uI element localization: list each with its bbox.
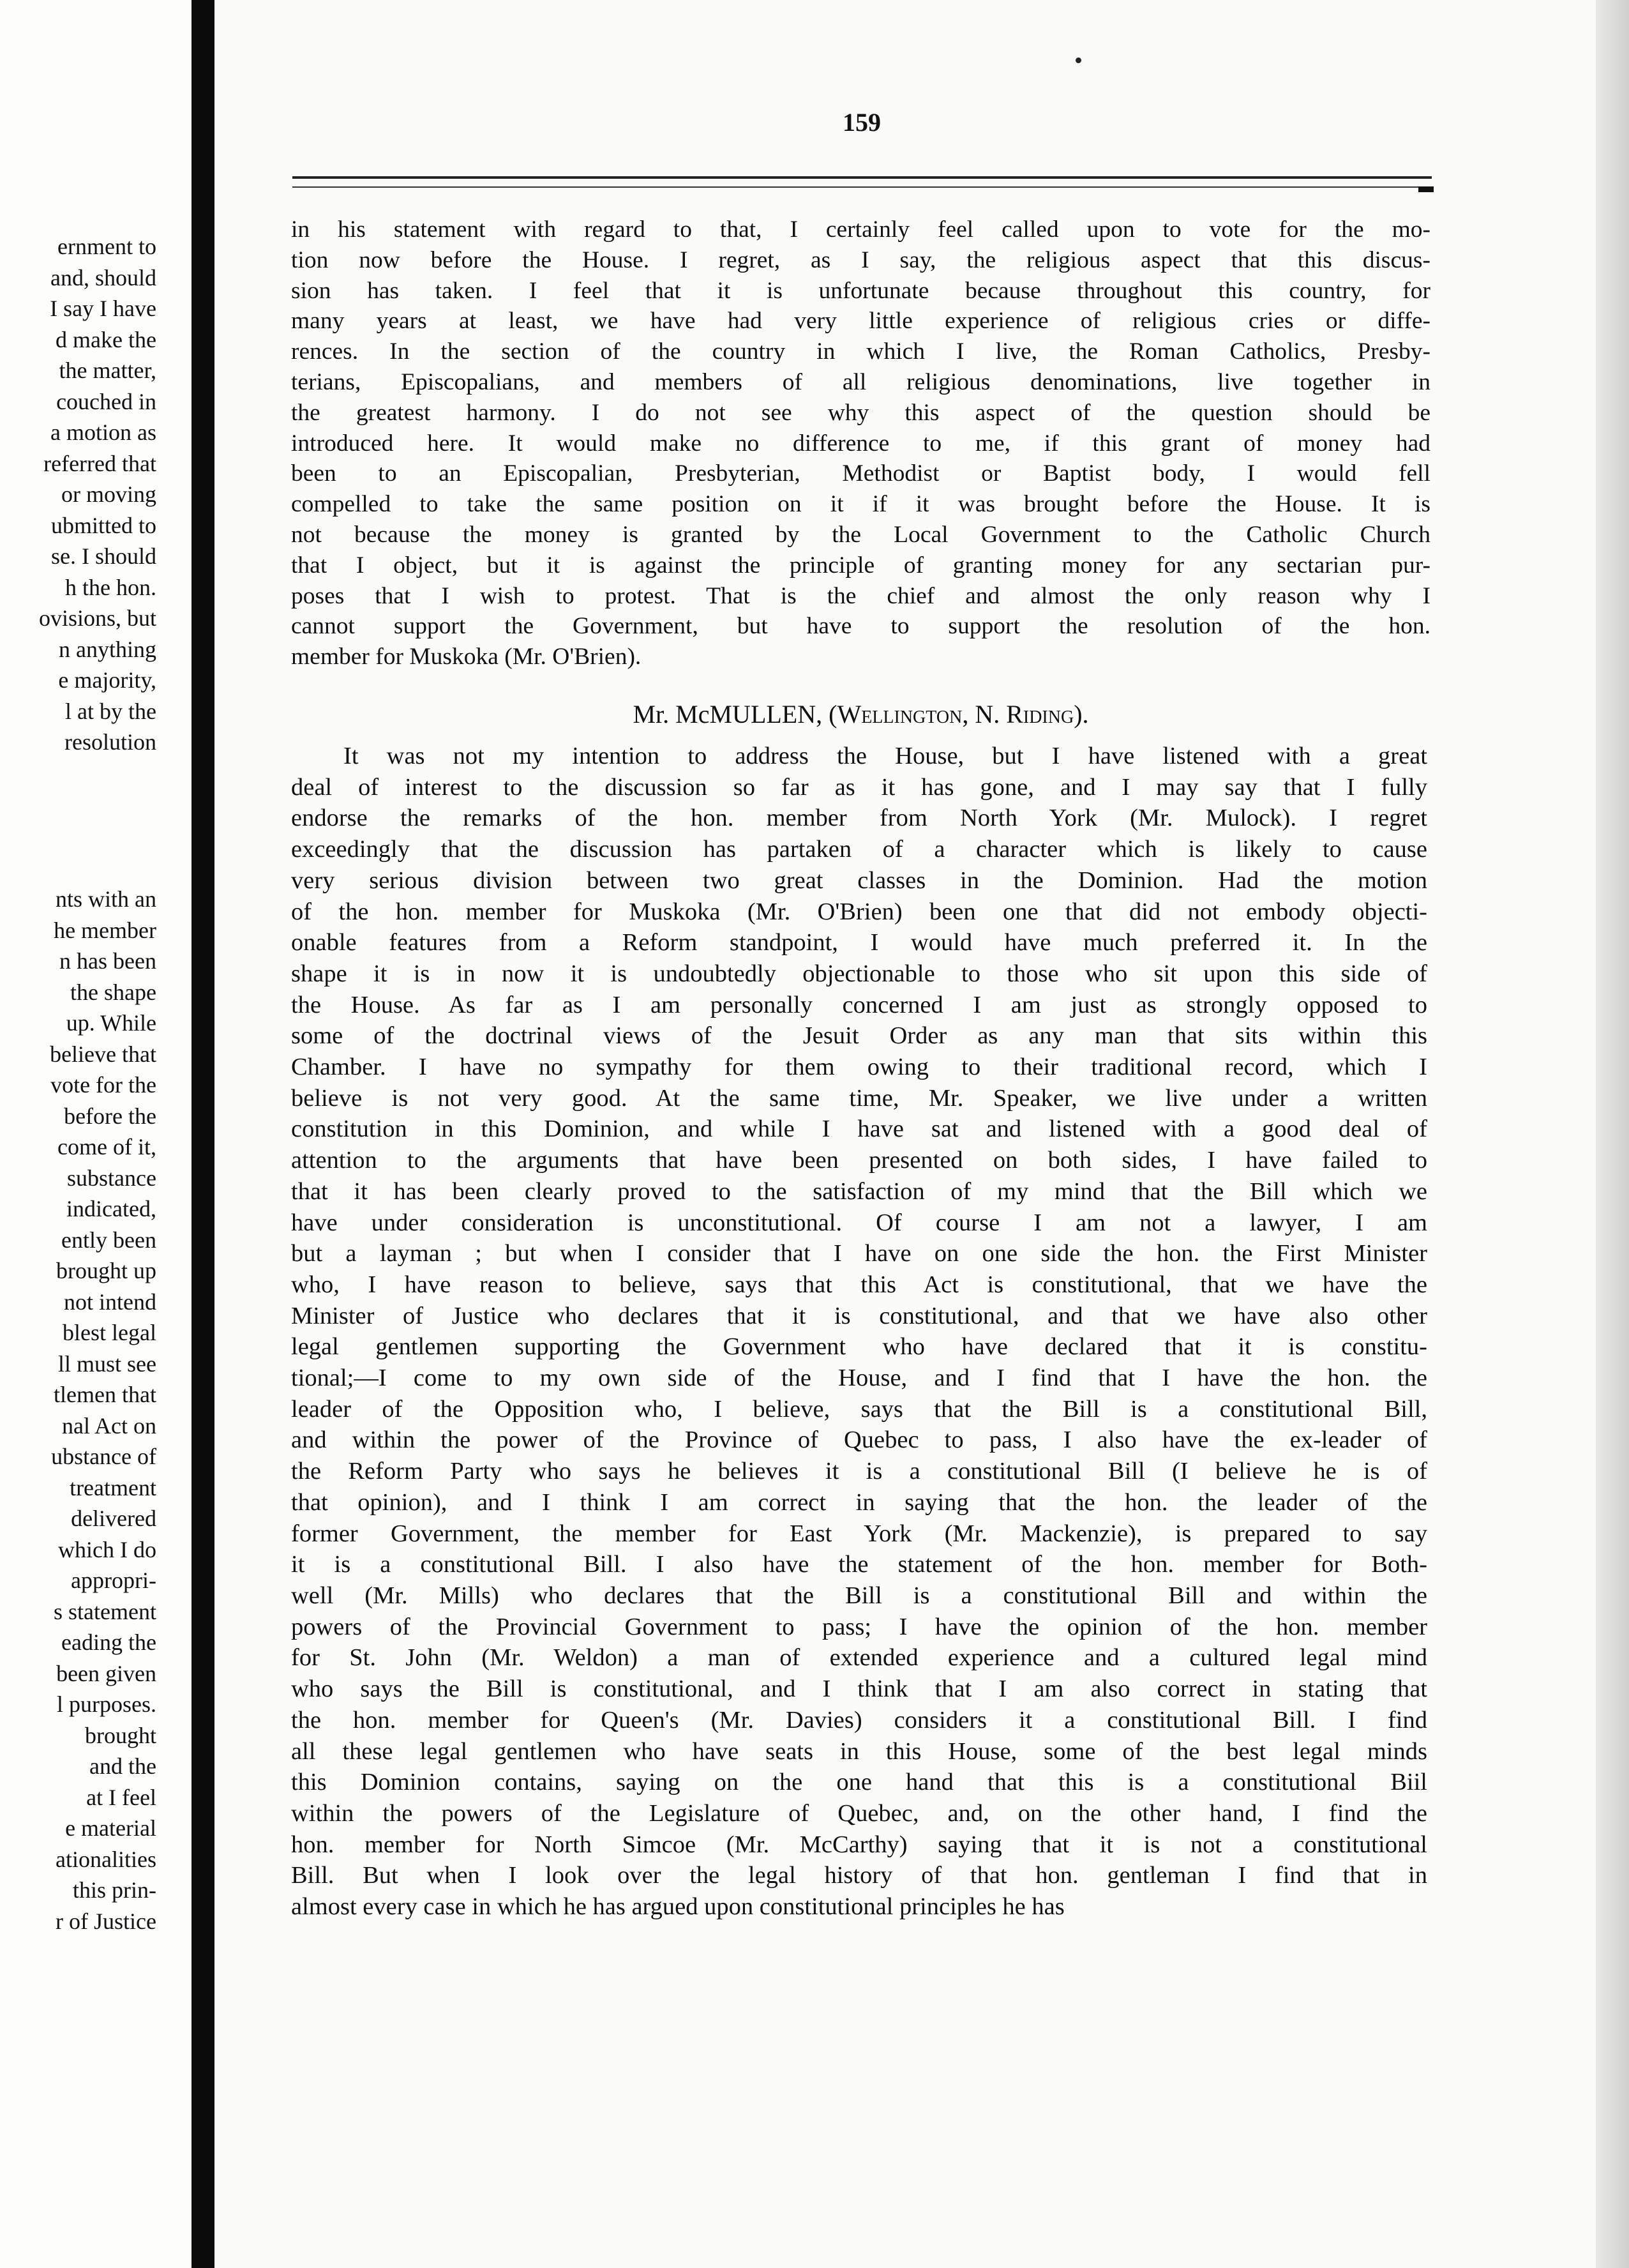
facing-page-line: this prin-: [73, 1877, 156, 1903]
facing-page-line: n anything: [59, 636, 156, 662]
facing-page-line: I say I have: [50, 296, 156, 321]
text-line: onable features from a Reform standpoint, I would have much preferred it. In the: [291, 929, 1427, 956]
text-line: very serious division between two great classes in the Dominion. Had the motion: [291, 866, 1427, 894]
text-line: attention to the arguments that have been presented on both sides, I have failed to: [291, 1147, 1427, 1174]
facing-page-line: nts with an: [56, 886, 156, 912]
text-line: for St. John (Mr. Weldon) a man of extended experience and a cultured legal mind: [291, 1644, 1427, 1672]
text-line: tion now before the House. I regret, as I say, the religious aspect that this discus-: [291, 246, 1430, 273]
text-line: constitution in this Dominion, and while I have sat and listened with a good deal of: [291, 1115, 1427, 1143]
facing-page-line: come of it,: [57, 1134, 156, 1160]
facing-page-line: a motion as: [50, 420, 156, 445]
text-line: some of the doctrinal views of the Jesuit Order as any man that sits within this: [291, 1022, 1427, 1050]
continued-paragraph: [291, 215, 1430, 672]
text-line: leader of the Opposition who, I believe, says that the Bill is a constitutional Bill,: [291, 1395, 1427, 1423]
facing-page-line: l purposes.: [57, 1691, 156, 1717]
text-line: member for Muskoka (Mr. O'Brien).: [291, 644, 642, 670]
header-rule-thin: [292, 186, 1432, 188]
text-line: former Government, the member for East York (Mr. Mackenzie), is prepared to say: [291, 1520, 1427, 1547]
text-line: cannot support the Government, but have to support the resolution of the hon.: [291, 613, 1430, 640]
facing-page-line: delivered: [71, 1506, 156, 1531]
text-line: that I object, but it is against the principle of granting money for any sectarian pur-: [291, 552, 1430, 578]
speaker-heading: [291, 699, 1430, 729]
text-line: many years at least, we have had very little experience of religious cries or diffe-: [291, 308, 1430, 335]
text-line: powers of the Provincial Government to pass; I have the opinion of the hon. member: [291, 1613, 1427, 1640]
facing-page-line: n has been: [59, 948, 156, 974]
facing-page-line: been given: [56, 1660, 156, 1686]
text-line: of the hon. member for Muskoka (Mr. O'Brien) been one that did not embody objecti-: [291, 898, 1427, 925]
facing-page-line: brought: [85, 1722, 156, 1748]
facing-page-line: r of Justice: [56, 1908, 156, 1934]
facing-page-line: e material: [65, 1815, 156, 1841]
facing-page-line: appropri-: [71, 1568, 156, 1593]
facing-page-line: substance: [67, 1165, 156, 1191]
facing-page-line: eading the: [61, 1629, 156, 1655]
facing-page-line: and the: [89, 1753, 156, 1779]
text-line: not because the money is granted by the Local Government to the Catholic Church: [291, 521, 1430, 548]
facing-page-line: the matter,: [59, 358, 156, 383]
page-number: 159: [843, 108, 881, 137]
speaker-name: Mr. McMULLEN,: [633, 700, 823, 729]
text-line: It was not my intention to address the House, but I have listened with a great: [343, 743, 1427, 769]
text-line: that opinion), and I think I am correct in saying that the hon. the leader of the: [291, 1488, 1427, 1516]
facing-page-line: the shape: [70, 979, 156, 1005]
text-line: been to an Episcopalian, Presbyterian, Methodist or Baptist body, I would fell: [291, 460, 1430, 487]
facing-page-line: he member: [54, 917, 156, 943]
text-line: Minister of Justice who declares that it is constitutional, and that we have also other: [291, 1302, 1427, 1329]
facing-page-line: treatment: [70, 1474, 156, 1501]
facing-page-line: at I feel: [86, 1784, 156, 1810]
facing-page-text-bottom: [0, 884, 156, 1937]
book-gutter: [191, 0, 214, 2268]
facing-page-line: se. I should: [51, 543, 156, 569]
text-line: believe is not very good. At the same time, Mr. Speaker, we live under a written: [291, 1084, 1427, 1112]
text-line: well (Mr. Mills) who declares that the Bill is a constitutional Bill and within the: [291, 1582, 1427, 1609]
facing-page-line: h the hon.: [65, 574, 156, 600]
facing-page-line: ubstance of: [51, 1444, 156, 1469]
text-line: compelled to take the same position on it if it was brought before the House. It is: [291, 491, 1430, 518]
text-line: the Reform Party who says he believes it is a constitutional Bill (I believe he is of: [291, 1458, 1427, 1485]
text-line: that it has been clearly proved to the satisfaction of my mind that the Bill which we: [291, 1177, 1427, 1205]
facing-page-line: s statement: [54, 1598, 156, 1624]
text-line: the greatest harmony. I do not see why this aspect of the question should be: [291, 399, 1430, 426]
speech-paragraph: [291, 741, 1427, 1923]
text-line: but a layman ; but when I consider that I have on one side the hon. the First Minister: [291, 1240, 1427, 1267]
text-line: hon. member for North Simcoe (Mr. McCarthy) saying that it is not a constitutional: [291, 1831, 1427, 1858]
text-line: endorse the remarks of the hon. member from North York (Mr. Mulock). I regret: [291, 805, 1427, 832]
text-line: deal of interest to the discussion so far as it has gone, and I may say that I fully: [291, 773, 1427, 801]
text-line: introduced here. It would make no difference to me, if this grant of money had: [291, 430, 1430, 457]
text-line: tional;—I come to my own side of the House, and I find that I have the hon. the: [291, 1365, 1427, 1392]
header-rule-end: [1418, 186, 1434, 192]
text-line: terians, Episcopalians, and members of all religious denominations, live together in: [291, 368, 1430, 395]
facing-page-line: nal Act on: [62, 1412, 156, 1439]
text-line: Chamber. I have no sympathy for them owing to their traditional record, which I: [291, 1054, 1427, 1081]
facing-page-line: not intend: [64, 1289, 156, 1315]
facing-page-line: referred that: [43, 450, 156, 476]
text-line: and within the power of the Province of Quebec to pass, I also have the ex-leader of: [291, 1426, 1427, 1454]
header-rule-thick: [292, 176, 1432, 179]
text-line: it is a constitutional Bill. I also have the statement of the hon. member for Both-: [291, 1551, 1427, 1578]
text-line: have under consideration is unconstitutional. Of course I am not a lawyer, I am: [291, 1209, 1427, 1236]
text-line: who says the Bill is constitutional, and I think that I am also correct in stating that: [291, 1675, 1427, 1703]
text-line: almost every case in which he has argued upon constitutional principles he has: [291, 1893, 1065, 1921]
text-line: in his statement with regard to that, I certainly feel called upon to vote for the mo-: [291, 216, 1430, 243]
facing-page-line: vote for the: [50, 1072, 156, 1098]
facing-page-line: indicated,: [66, 1196, 156, 1221]
facing-page-line: e majority,: [58, 667, 156, 693]
facing-page-line: couched in: [56, 388, 156, 414]
text-line: legal gentlemen supporting the Government who have declared that it is constitu-: [291, 1333, 1427, 1361]
facing-page-line: blest legal: [63, 1320, 156, 1345]
facing-page-line: ovisions, but: [38, 605, 156, 631]
text-line: exceedingly that the discussion has partaken of a character which is likely to cause: [291, 836, 1427, 863]
text-line: rences. In the section of the country in which I live, the Roman Catholics, Presby-: [291, 338, 1430, 365]
facing-page-line: tlemen that: [54, 1382, 156, 1407]
text-line: who, I have reason to believe, says that this Act is constitutional, that we have the: [291, 1271, 1427, 1298]
facing-page-line: ll must see: [58, 1350, 156, 1377]
text-line: Bill. But when I look over the legal history of that hon. gentleman I find that in: [291, 1862, 1427, 1889]
facing-page: [0, 0, 191, 2268]
facing-page-line: d make the: [56, 326, 156, 352]
facing-page-text-top: [0, 231, 156, 758]
text-line: poses that I wish to protest. That is the chief and almost the only reason why I: [291, 582, 1430, 609]
facing-page-line: or moving: [61, 481, 156, 507]
text-line: all these legal gentlemen who have seats in this House, some of the best legal minds: [291, 1737, 1427, 1765]
facing-page-line: ently been: [61, 1227, 156, 1253]
text-line: within the powers of the Legislature of Quebec, and, on the other hand, I find the: [291, 1799, 1427, 1827]
facing-page-line: which I do: [58, 1536, 156, 1562]
text-line: this Dominion contains, saying on the one hand that this is a constitutional Biil: [291, 1769, 1427, 1796]
facing-page-line: ernment to: [57, 234, 156, 259]
facing-page-line: up. While: [66, 1010, 156, 1036]
facing-page-line: resolution: [64, 729, 156, 755]
page-edge: [1596, 0, 1629, 2268]
text-line: the House. As far as I am personally concerned I am just as strongly opposed to: [291, 991, 1427, 1018]
text-line: sion has taken. I feel that it is unfortunate because throughout this country, for: [291, 277, 1430, 304]
speaker-riding: (Wellington, N. Riding).: [829, 700, 1089, 729]
ink-speck: [1076, 57, 1081, 63]
text-line: the hon. member for Queen's (Mr. Davies) considers it a constitutional Bill. I find: [291, 1706, 1427, 1734]
facing-page-line: l at by the: [65, 698, 156, 724]
facing-page-line: brought up: [56, 1258, 156, 1283]
text-line: shape it is in now it is undoubtedly objectionable to those who sit upon this side of: [291, 960, 1427, 987]
facing-page-line: before the: [64, 1103, 156, 1129]
facing-page-line: ationalities: [56, 1846, 156, 1872]
facing-page-line: and, should: [50, 264, 156, 291]
facing-page-line: believe that: [50, 1041, 156, 1067]
facing-page-line: ubmitted to: [51, 512, 156, 538]
